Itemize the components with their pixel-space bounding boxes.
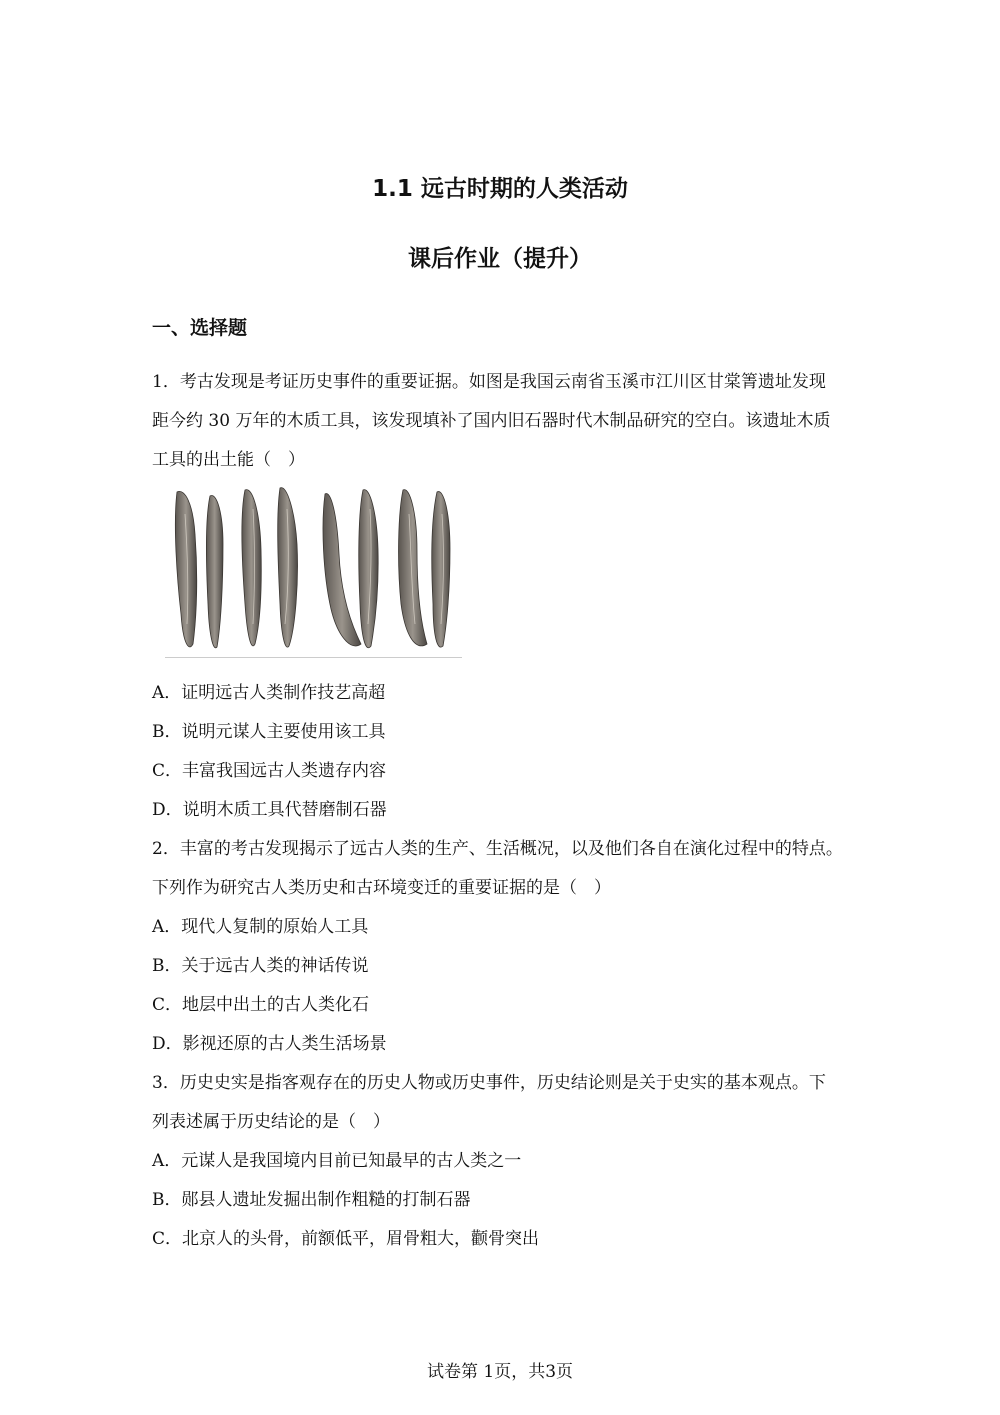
- question-1-stem-line-1: 1．考古发现是考证历史事件的重要证据。如图是我国云南省玉溪市江川区甘棠箐遗址发现: [152, 372, 826, 392]
- question-1-option-b: B．说明元谋人主要使用该工具: [152, 722, 386, 742]
- question-1-option-d: D．说明木质工具代替磨制石器: [152, 800, 387, 820]
- wooden-tools-photo: [165, 484, 462, 658]
- question-2-option-a: A．现代人复制的原始人工具: [152, 917, 369, 937]
- wooden-tool-shape: [399, 490, 427, 646]
- question-2-option-d: D．影视还原的古人类生活场景: [152, 1034, 387, 1054]
- document-subtitle: 课后作业（提升）: [408, 246, 592, 272]
- question-2-option-b: B．关于远古人类的神话传说: [152, 956, 369, 976]
- wooden-tool-shape: [242, 490, 261, 646]
- page-footer: 试卷第 1页，共3页: [426, 1362, 574, 1382]
- question-1-option-c: C．丰富我国远古人类遗存内容: [152, 761, 387, 781]
- question-3-stem-line-1: 3．历史史实是指客观存在的历史人物或历史事件，历史结论则是关于史实的基本观点。下: [152, 1073, 826, 1093]
- question-3-option-c: C．北京人的头骨，前额低平，眉骨粗大，颧骨突出: [152, 1229, 540, 1249]
- document-title: 1.1 远古时期的人类活动: [372, 176, 628, 202]
- wooden-tool-shape: [359, 490, 378, 648]
- question-2-stem-line-1: 2．丰富的考古发现揭示了远古人类的生产、生活概况，以及他们各自在演化过程中的特点。: [152, 839, 843, 859]
- question-3-stem-line-2: 列表述属于历史结论的是（ ）: [152, 1112, 390, 1132]
- question-3-option-b: B．郧县人遗址发掘出制作粗糙的打制石器: [152, 1190, 471, 1210]
- question-3-option-a: A．元谋人是我国境内目前已知最早的古人类之一: [152, 1151, 522, 1171]
- question-1-stem-line-2: 距今约 30 万年的木质工具，该发现填补了国内旧石器时代木制品研究的空白。该遗址木质: [152, 411, 831, 431]
- wooden-tool-shape: [278, 488, 298, 648]
- question-2-option-c: C．地层中出土的古人类化石: [152, 995, 370, 1015]
- section-heading: 一、选择题: [152, 317, 248, 339]
- question-1-stem-line-3: 工具的出土能（ ）: [152, 450, 305, 470]
- wooden-tool-shape: [175, 491, 196, 647]
- question-2-stem-line-2: 下列作为研究古人类历史和古环境变迁的重要证据的是（ ）: [152, 878, 611, 898]
- question-1-option-a: A．证明远古人类制作技艺高超: [152, 683, 386, 703]
- wooden-tool-shape: [206, 496, 223, 648]
- wooden-tool-shape: [323, 494, 361, 646]
